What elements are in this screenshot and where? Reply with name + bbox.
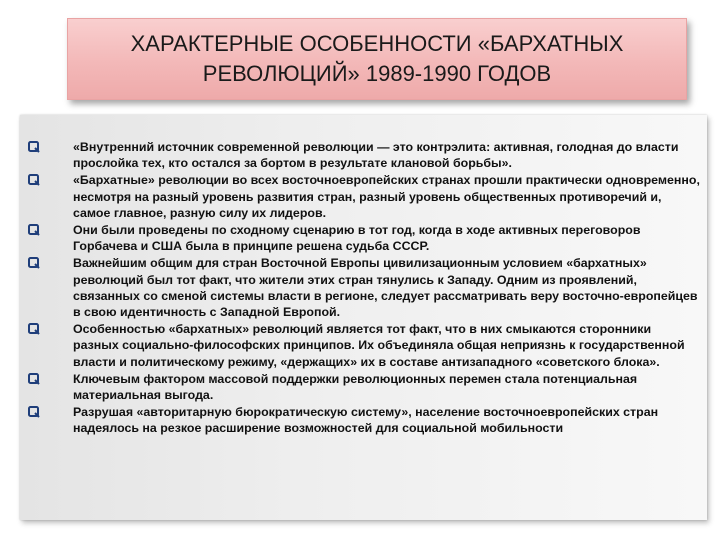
q-bullet-icon <box>28 406 42 420</box>
page-title <box>97 29 657 89</box>
list-item-text: «Внутренний источник современной революции — это контрэлита: активная, голодная до власти прослойка тех, кто остался за бортом в результате клановой борьбы». <box>73 140 679 171</box>
list-item <box>28 404 700 436</box>
list-item <box>28 255 700 320</box>
list-item-text: «Бархатные» революции во всех восточноевропейских странах прошли практически одновременно, несмотря на разный уровень развития стран, разный уровень общественных противоречий и, самое главное, разную силу их лидеров. <box>73 173 700 220</box>
q-bullet-icon <box>28 373 42 387</box>
content-panel <box>20 115 707 520</box>
list-item-text: Особенностью «бархатных» революций является тот факт, что в них смыкаются сторонники разных социально-философских принципов. Их объединяла общая неприязнь к государственной власти и политическому режиму, «держащих» их в составе антизападного «советского блока». <box>73 322 685 369</box>
q-bullet-icon <box>28 141 42 155</box>
list-item-text: Они были проведены по сходному сценарию в тот год, когда в ходе активных переговоров Горбачева и США была в принципе решена судьба СССР. <box>73 223 641 254</box>
title-line-1: ХАРАКТЕРНЫЕ ОСОБЕННОСТИ «БАРХАТНЫХ <box>130 31 624 56</box>
list-item <box>28 222 700 254</box>
list-item <box>28 139 700 171</box>
list-item-text: Разрушая «авторитарную бюрократическую систему», население восточноевропейских стран надеялось на резкое расширение возможностей для социальной мобильности <box>73 405 659 436</box>
q-bullet-icon <box>28 257 42 271</box>
list-item <box>28 321 700 370</box>
bullet-list <box>28 139 700 438</box>
list-item <box>28 172 700 221</box>
title-box <box>67 18 687 100</box>
list-item-text: Ключевым фактором массовой поддержки революционных перемен стала потенциальная материальная выгода. <box>73 371 638 403</box>
title-line-2: РЕВОЛЮЦИЙ» 1989-1990 ГОДОВ <box>202 61 552 86</box>
list-item-text: Важнейшим общим для стран Восточной Европы цивилизационным условием «бархатных» революций был тот факт, что жители этих стран тянулись к Западу. Одним из проявлений, связанных со сменой системы власти в регионе, следует рассматривать веру восточно-европейцев в свою идентичность с Западной Европой. <box>73 256 698 320</box>
q-bullet-icon <box>28 224 42 238</box>
q-bullet-icon <box>28 174 42 188</box>
list-item <box>28 371 700 403</box>
q-bullet-icon <box>28 323 42 337</box>
